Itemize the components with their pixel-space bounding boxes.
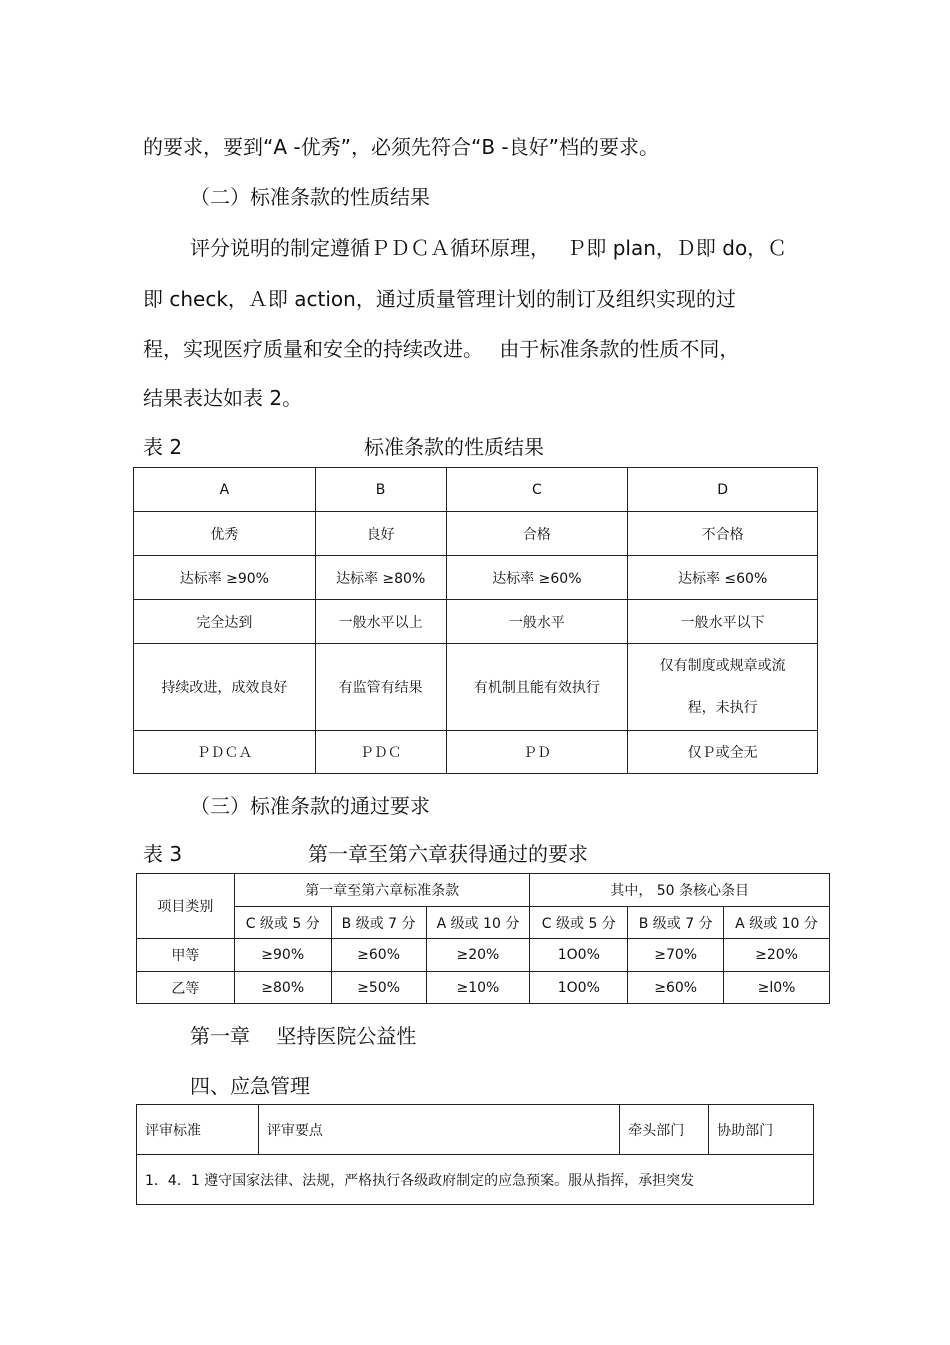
table-cell: ≥50%: [331, 972, 426, 1004]
column-header: 评审要点: [258, 1105, 619, 1155]
table-header-row: [137, 874, 830, 907]
row-label: 甲等: [137, 939, 235, 972]
table-cell: ≥20%: [724, 939, 830, 972]
table-cell: A: [134, 468, 316, 512]
table-cell: ≥90%: [234, 939, 331, 972]
table-cell: 1O0%: [530, 939, 628, 972]
group-header: 其中， 50 条核心条目: [530, 874, 830, 907]
table-cell: ≥20%: [426, 939, 530, 972]
table-row: [137, 939, 830, 972]
table2-label: 表 2: [143, 435, 183, 459]
table-cell: ≥70%: [628, 939, 724, 972]
table-cell: C: [446, 468, 628, 512]
table-cell: ≥l0%: [724, 972, 830, 1004]
paragraph-line-3: 程，实现医疗质量和安全的持续改进。 由于标准条款的性质不同，: [143, 337, 740, 361]
table-cell: 优秀: [134, 512, 316, 556]
table3-title: 第一章至第六章获得通过的要求: [308, 842, 588, 866]
table-cell: 1O0%: [530, 972, 628, 1004]
table-cell: 一般水平: [446, 600, 628, 644]
table-cell: 达标率 ≥80%: [315, 556, 446, 600]
table-cell: 合格: [446, 512, 628, 556]
group-header: 第一章至第六章标准条款: [234, 874, 530, 907]
section-heading-4: 四、应急管理: [190, 1074, 310, 1098]
column-header: A 级或 10 分: [724, 907, 830, 939]
column-header: A 级或 10 分: [426, 907, 530, 939]
column-header: B 级或 7 分: [331, 907, 426, 939]
table-cell: ≥60%: [628, 972, 724, 1004]
table-row: [137, 972, 830, 1004]
section-heading-2: （二）标准条款的性质结果: [190, 185, 430, 209]
table-cell: 仅有制度或规章或流程，未执行: [628, 644, 818, 731]
table-2: [133, 467, 818, 774]
column-header: B 级或 7 分: [628, 907, 724, 939]
table-cell: 一般水平以下: [628, 600, 818, 644]
table-corner-header: 项目类别: [137, 874, 235, 939]
table-cell: B: [315, 468, 446, 512]
table-cell: 达标率 ≥90%: [134, 556, 316, 600]
column-header: 评审标准: [137, 1105, 259, 1155]
table-cell: 良好: [315, 512, 446, 556]
paragraph-intro: 的要求，要到“A -优秀”，必须先符合“B -良好”档的要求。: [143, 135, 659, 159]
table-cell: D: [628, 468, 818, 512]
table-cell: 仅Ｐ或全无: [628, 731, 818, 774]
table-row: [134, 731, 818, 774]
table-cell: ≥10%: [426, 972, 530, 1004]
table-row: [137, 1155, 814, 1205]
table-cell: 达标率 ≥60%: [446, 556, 628, 600]
table-row: [134, 468, 818, 512]
table-cell: ≥60%: [331, 939, 426, 972]
table-cell: ＰＤＣ: [315, 731, 446, 774]
column-header: C 级或 5 分: [530, 907, 628, 939]
table-cell: 不合格: [628, 512, 818, 556]
column-header: 牵头部门: [620, 1105, 709, 1155]
table-cell: ＰＤ: [446, 731, 628, 774]
table-cell: 有监管有结果: [315, 644, 446, 731]
standard-text: 1．4．1 遵守国家法律、法规，严格执行各级政府制定的应急预案。服从指挥，承担突发: [137, 1155, 814, 1205]
column-header: 协助部门: [709, 1105, 814, 1155]
table-3: [136, 873, 830, 1004]
table-4: [136, 1104, 814, 1205]
table-cell: ≥80%: [234, 972, 331, 1004]
table-row: [134, 600, 818, 644]
paragraph-line-1: 评分说明的制定遵循ＰＤＣＡ循环原理， Ｐ即 plan，Ｄ即 do，Ｃ: [190, 236, 788, 260]
table-cell: 一般水平以上: [315, 600, 446, 644]
table-row: [134, 644, 818, 731]
table-cell: 持续改进，成效良好: [134, 644, 316, 731]
table-cell: ＰＤＣＡ: [134, 731, 316, 774]
chapter-heading: 第一章 坚持医院公益性: [190, 1024, 417, 1048]
table3-label: 表 3: [143, 842, 183, 866]
table2-title: 标准条款的性质结果: [364, 435, 544, 459]
table-cell: 达标率 ≤60%: [628, 556, 818, 600]
paragraph-line-2: 即 check，Ａ即 action，通过质量管理计划的制订及组织实现的过: [143, 287, 736, 311]
paragraph-line-4: 结果表达如表 2。: [143, 386, 303, 410]
table-cell: 完全达到: [134, 600, 316, 644]
section-heading-3: （三）标准条款的通过要求: [190, 794, 430, 818]
column-header: C 级或 5 分: [234, 907, 331, 939]
table-row: [134, 512, 818, 556]
table-cell: 有机制且能有效执行: [446, 644, 628, 731]
table-header-row: [137, 1105, 814, 1155]
table-header-row: [137, 907, 830, 939]
table-row: [134, 556, 818, 600]
row-label: 乙等: [137, 972, 235, 1004]
